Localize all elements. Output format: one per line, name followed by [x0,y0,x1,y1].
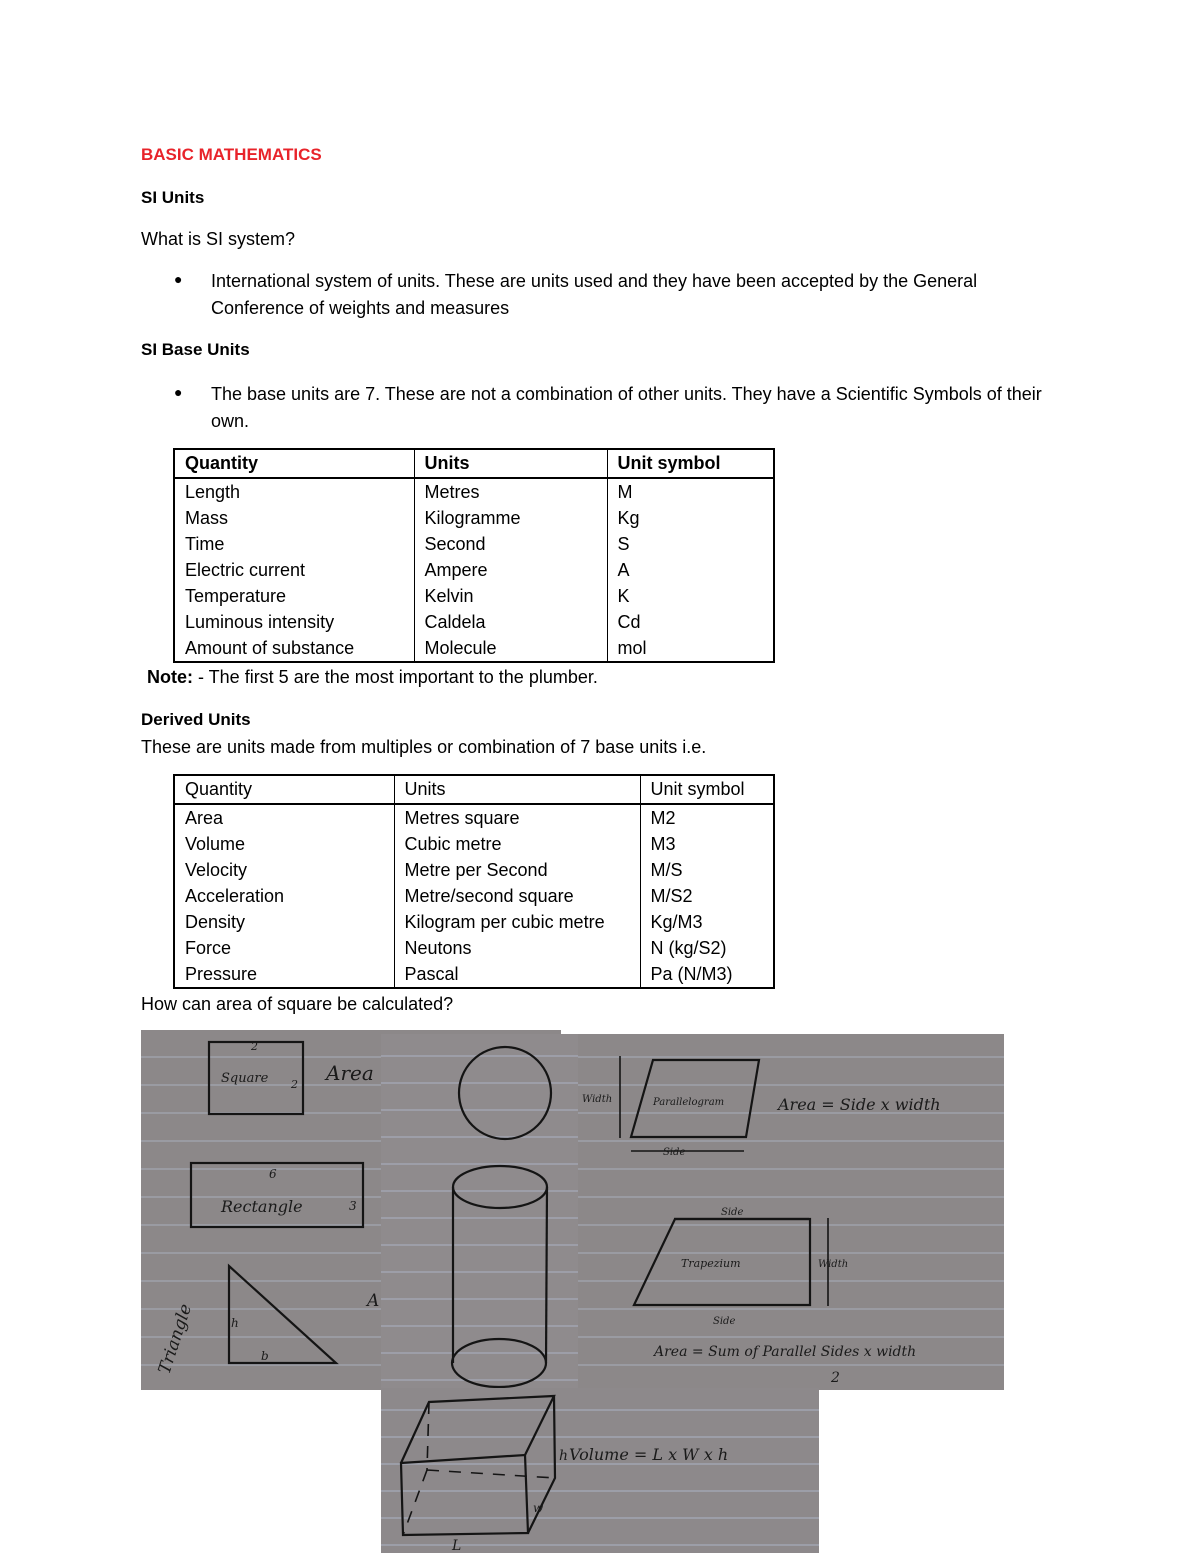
table-row [174,804,774,831]
cell-units: Kelvin [414,583,607,609]
header-units: Units [394,775,640,804]
cell-quantity: Velocity [174,857,394,883]
cell-units: Second [414,531,607,557]
note [147,664,598,691]
table-row [174,961,774,988]
bullet-icon: ● [174,384,183,400]
header-quantity: Quantity [174,449,414,478]
cell-symbol: S [607,531,774,557]
width-label: Width [582,1094,613,1105]
cell-symbol: Pa (N/M3) [640,961,774,988]
triangle-label: Triangle [154,1301,197,1377]
cell-units: Kilogramme [414,505,607,531]
derived-units-heading: Derived Units [141,710,251,729]
cell-units: Ampere [414,557,607,583]
base-units-table [173,448,775,663]
cell-units: Kilogram per cubic metre [394,909,640,935]
square-top-label: 2 [251,1040,258,1053]
table-row [174,883,774,909]
area-fragment: Area [326,1061,374,1085]
box-h-label: h [559,1448,569,1464]
note-label: Note: [147,667,193,687]
cell-quantity: Pressure [174,961,394,988]
cell-units: Caldela [414,609,607,635]
derived-intro: These are units made from multiples or combination of 7 base units i.e. [141,737,707,757]
table-row [174,831,774,857]
cell-quantity: Area [174,804,394,831]
si-bullet [174,268,1054,322]
cell-quantity: Density [174,909,394,935]
rectangle-label: Rectangle [221,1197,303,1216]
area-question: How can area of square be calculated? [141,994,454,1014]
cell-symbol: M2 [640,804,774,831]
header-unit-symbol: Unit symbol [607,449,774,478]
table-row [174,857,774,883]
photo-box [381,1388,819,1553]
table-row [174,505,774,531]
header-units: Units [414,449,607,478]
trapezium-width-label: Width [818,1259,849,1270]
cell-symbol: M3 [640,831,774,857]
rect-side-label: 3 [349,1199,357,1213]
trapezium-formula: Area = Sum of Parallel Sides x width [654,1344,917,1360]
table-header-row [174,449,774,478]
cell-quantity: Time [174,531,414,557]
cell-symbol: M/S2 [640,883,774,909]
cell-symbol: K [607,583,774,609]
rect-top-label: 6 [269,1167,277,1181]
table-row [174,583,774,609]
derived-units-table [173,774,775,989]
cell-quantity: Temperature [174,583,414,609]
trapezium-top-side-label: Side [721,1207,744,1218]
cell-units: Metre/second square [394,883,640,909]
cell-symbol: Kg [607,505,774,531]
table-row [174,935,774,961]
box-w-label: w [533,1501,544,1515]
cell-symbol: M [607,478,774,505]
trapezium-bottom-side-label: Side [713,1316,736,1327]
box-l-label: L [452,1538,462,1553]
cell-quantity: Acceleration [174,883,394,909]
base-units-heading: SI Base Units [141,340,250,359]
cell-symbol: M/S [640,857,774,883]
si-question: What is SI system? [141,229,296,249]
cell-symbol: A [607,557,774,583]
si-bullet-text: International system of units. These are units used and they have been accepted by the General Conference of weights and measures [211,271,978,318]
cell-quantity: Amount of substance [174,635,414,662]
note-text: - The first 5 are the most important to the plumber. [193,667,598,687]
cell-quantity: Mass [174,505,414,531]
table-row [174,635,774,662]
cell-symbol: N (kg/S2) [640,935,774,961]
base-bullet-text: The base units are 7. These are not a combination of other units. They have a Scientific Symbols of their own. [211,384,1042,431]
triangle-b-label: b [261,1349,269,1363]
cell-units: Metres square [394,804,640,831]
cell-quantity: Length [174,478,414,505]
si-units-heading: SI Units [141,188,205,207]
trapezium-denominator: 2 [831,1370,840,1386]
cell-quantity: Volume [174,831,394,857]
cell-units: Molecule [414,635,607,662]
table-row [174,478,774,505]
cell-units: Neutons [394,935,640,961]
cell-units: Cubic metre [394,831,640,857]
cell-units: Metres [414,478,607,505]
header-quantity: Quantity [174,775,394,804]
trapezium-label: Trapezium [681,1257,741,1270]
triangle-h-label: h [231,1316,239,1330]
page-title: BASIC MATHEMATICS [141,145,322,164]
cell-symbol: mol [607,635,774,662]
square-label: Square [221,1071,269,1086]
cell-symbol: Kg/M3 [640,909,774,935]
table-row [174,609,774,635]
triangle-a-label: A [367,1291,380,1311]
cell-quantity: Force [174,935,394,961]
table-row [174,557,774,583]
parallelogram-formula: Area = Side x width [778,1095,941,1114]
sketch-overlay [141,1030,1006,1553]
square-side-label: 2 [291,1078,298,1091]
bullet-icon: ● [174,271,183,287]
cell-quantity: Luminous intensity [174,609,414,635]
cell-symbol: Cd [607,609,774,635]
table-header-row [174,775,774,804]
table-row [174,531,774,557]
cell-quantity: Electric current [174,557,414,583]
header-unit-symbol: Unit symbol [640,775,774,804]
parallelogram-label: Parallelogram [653,1097,725,1108]
table-row [174,909,774,935]
cell-units: Pascal [394,961,640,988]
volume-formula: Volume = L x W x h [569,1445,729,1464]
cell-units: Metre per Second [394,857,640,883]
base-bullet [174,381,1054,435]
side-label: Side [663,1147,686,1158]
